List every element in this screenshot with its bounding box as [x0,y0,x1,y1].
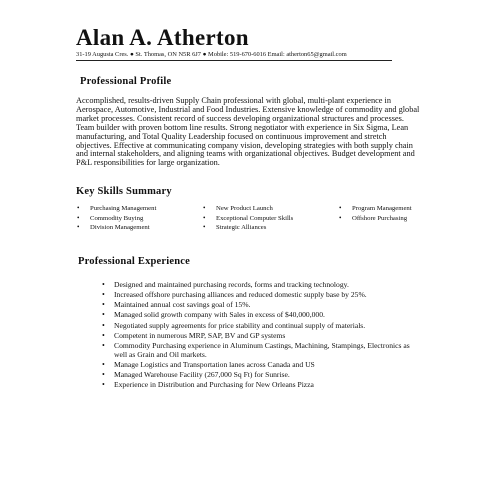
experience-item: • Commodity Purchasing experience in Aluminum Castings, Machining, Stampings, Electronics as well as Grain and Oil markets. [102,342,422,359]
skill-item: • Program Management [339,204,412,214]
experience-item: • Maintained annual cost savings goal of 15%. [102,301,422,310]
experience-heading: Professional Experience [78,256,191,267]
skills-column-1 [77,204,156,233]
skill-item: • Exceptional Computer Skills [203,214,293,224]
experience-item: • Manage Logistics and Transportation lanes across Canada and US [102,361,422,370]
experience-item: • Designed and maintained purchasing records, forms and tracking technology. [102,281,422,290]
skill-item: • Division Management [77,223,156,233]
candidate-name: Alan A. Atherton [76,25,249,50]
skills-column-3 [339,204,412,223]
skill-item: • Offshore Purchasing [339,214,412,224]
profile-heading: Professional Profile [80,76,172,87]
skills-heading: Key Skills Summary [76,186,172,197]
experience-item: • Managed solid growth company with Sales in excess of $40,000,000. [102,311,422,320]
experience-item: • Competent in numerous MRP, SAP, BV and GP systems [102,332,422,341]
skill-item: • Purchasing Management [77,204,156,214]
skill-item: • New Product Launch [203,204,293,214]
header-divider [76,60,392,61]
contact-line: 31-19 Augusta Cres. ● St. Thomas, ON N5R 6J7 ● Mobile: 519-670-6016 Email: atherton65@gmail.com [76,51,347,58]
skill-item: • Strategic Alliances [203,223,293,233]
profile-paragraph: Accomplished, results-driven Supply Chain professional with global, multi-plant experience in Aerospace, Automotive, Industrial and Food Industries. Extensive knowledge of commodity and global market processes. Consistent record of success developing organizational structures and processes. Team builder with proven bottom line results. Strong negotiator with experience in Six Sigma, Lean manufacturing, and Total Quality Leadership focused on continuous improvement and stretch objectives. Effective at communicating company vision, developing strategies with both supply chain and internal stakeholders, and aligning teams with organizational objectives. Budget development and P&L responsibilities for large organization. [76,96,420,168]
skills-column-2 [203,204,293,233]
skill-item: • Commodity Buying [77,214,156,224]
experience-item: • Increased offshore purchasing alliances and reduced domestic supply base by 25%. [102,291,422,300]
experience-list [102,281,422,391]
experience-item: • Managed Warehouse Facility (267,000 Sq Ft) for Sunrise. [102,371,422,380]
experience-item: • Experience in Distribution and Purchasing for New Orleans Pizza [102,381,422,390]
experience-item: • Negotiated supply agreements for price stability and continual supply of materials. [102,322,422,331]
